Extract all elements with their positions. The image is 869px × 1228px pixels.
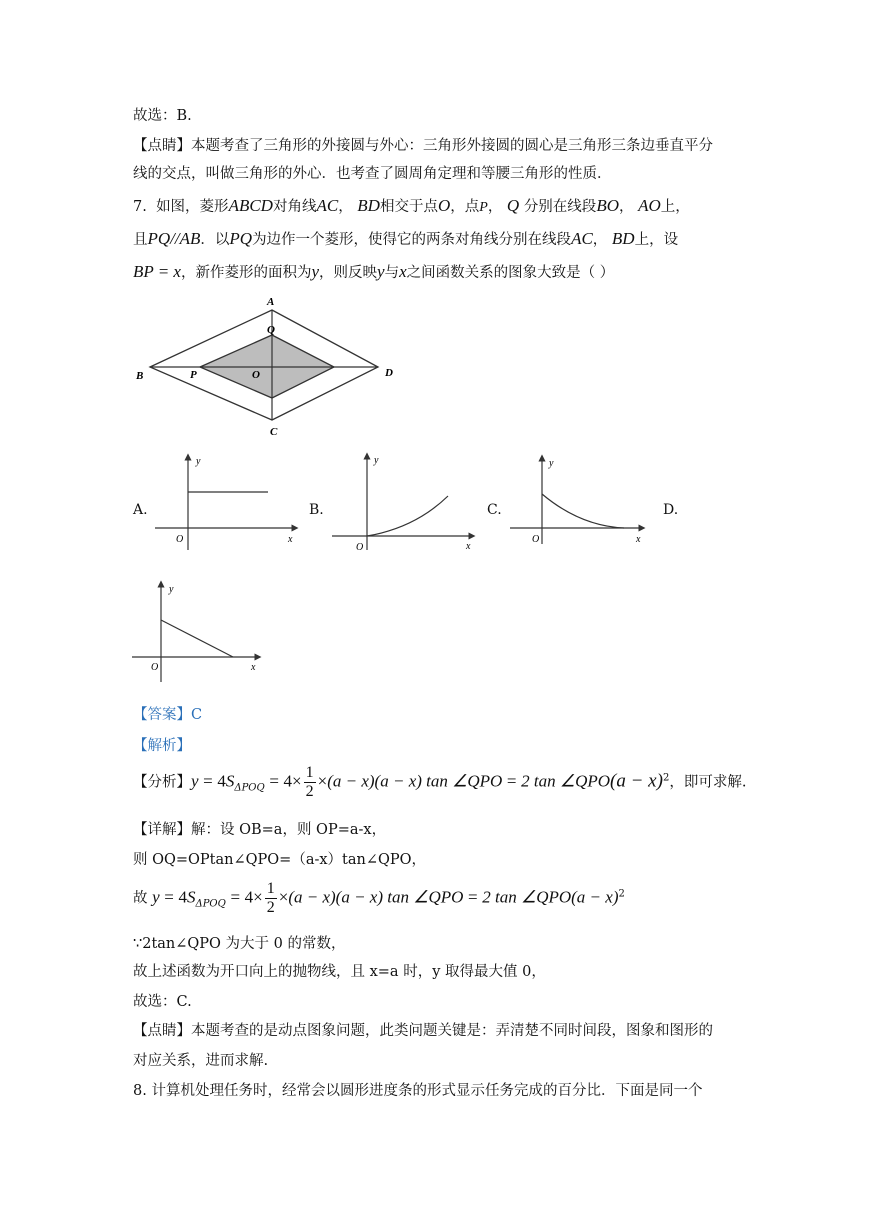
analysis-formula: 【分析】$y = 4S_{\Delta POQ} = 4\times$ $\frac{1}{2}$ ×(a − x)(a − x) tan ∠QPO = 2 tan ∠QPO(a − x)$^2$，即可求解. [133,764,747,800]
prev-comment-line2: 线的交点，叫做三角形的外心．也考查了圆周角定理和等腰三角形的性质． [133,166,612,182]
label-q: Q [267,324,275,336]
graph-option-a [150,452,300,552]
graph-option-c [508,452,658,552]
series-linear [161,620,233,657]
detail-line2: 则 OQ=OPtan∠QPO=（a-x）tan∠QPO， [133,852,427,868]
svg-text:x: x [288,534,293,545]
svg-text:y: y [169,584,174,595]
series-parabola [367,496,448,536]
prev-comment-line1: 【点睛】本题考查了三角形的外接圆与外心：三角形外接圆的圆心是三角形三条边垂直平分 [133,138,713,154]
label-o: O [252,369,260,381]
detail-line1: 【详解】解：设 OB=a，则 OP=a-x， [133,822,387,838]
svg-text:y: y [196,456,201,467]
svg-text:O: O [356,542,364,553]
label-b: B [136,370,144,382]
graph-option-d [130,580,270,690]
option-a-label: A. [133,502,148,518]
q8-line: 8. 计算机处理任务时，经常会以圆形进度条的形式显示任务完成的百分比．下面是同一个 [133,1083,703,1099]
option-b-label: B. [309,502,324,518]
svg-text:y: y [549,458,554,469]
svg-text:x: x [466,541,471,552]
rhombus-figure [130,290,410,440]
q7-line2: 且PQ//AB．以PQ为边作一个菱形，使得它的两条对角线分别在线段AC， BD上，设 [133,229,679,248]
option-c-label: C. [487,502,502,518]
answer: 【答案】C [133,707,203,723]
svg-text:x: x [636,534,641,545]
svg-text:O: O [151,662,159,673]
comment-line2: 对应关系，进而求解. [133,1053,269,1069]
label-c: C [270,426,278,438]
svg-text:y: y [374,455,379,466]
label-d: D [385,367,393,379]
series-decreasing-curve [542,494,624,528]
detail-formula: 故 $y = 4S_{\Delta POQ} = 4\times$ $\frac{1}{2}$ ×(a − x)(a − x) tan ∠QPO = 2 tan ∠QPO(a − x)$^2$ [133,880,625,916]
because-line: ∵2tan∠QPO 为大于 0 的常数， [133,936,346,952]
label-p: P [190,369,197,381]
comment-line1: 【点睛】本题考查的是动点图象问题，此类问题关键是：弄清楚不同时间段，图象和图形的 [133,1023,713,1039]
svg-text:O: O [532,534,540,545]
conclusion-line: 故上述函数为开口向上的抛物线，且 x=a 时，y 取得最大值 0， [133,964,546,980]
svg-text:x: x [251,662,256,673]
choose-line: 故选：C. [133,994,192,1010]
svg-text:O: O [176,534,184,545]
q7-line3: BP = x，新作菱形的面积为y，则反映y与x之间函数关系的图象大致是（ ） [133,262,615,281]
graph-option-b [330,452,480,552]
option-d-label: D. [663,502,679,518]
prev-answer: 故选：B. [133,108,192,124]
label-a: A [267,296,275,308]
analysis-heading: 【解析】 [133,738,191,754]
q7-line1: 7. 如图，菱形ABCD对角线AC， BD相交于点O，点P， Q 分别在线段BO， AO上， [133,196,690,215]
